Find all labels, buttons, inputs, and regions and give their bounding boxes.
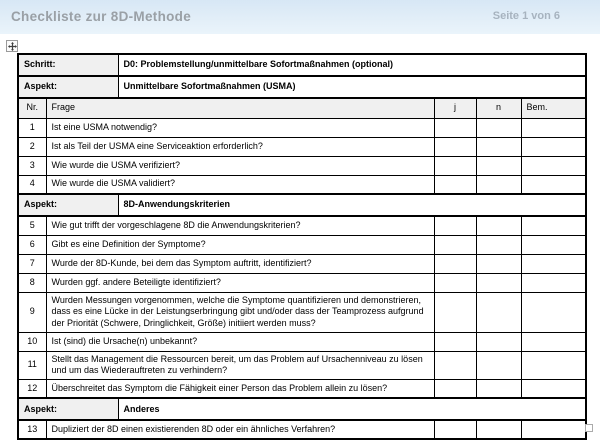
answer-cell-nein[interactable] (476, 175, 521, 194)
question-text: Wie gut trifft der vorgeschlagene 8D die Anwendungskriterien? (46, 216, 434, 235)
document-title: Checkliste zur 8D-Methode (11, 8, 192, 24)
question-text: Stellt das Management die Ressourcen bereit, um das Problem auf Ursachenniveau zu lösen und um das Wiederauftreten zu verhindern? (46, 351, 434, 379)
question-row (18, 351, 586, 379)
question-number: 6 (18, 235, 46, 254)
question-number: 3 (18, 156, 46, 175)
answer-cell-nein[interactable] (476, 420, 521, 439)
answer-cell-nein[interactable] (476, 254, 521, 273)
table-resize-handle[interactable] (585, 424, 593, 432)
answer-cell-nein[interactable] (476, 332, 521, 351)
answer-cell-ja[interactable] (434, 235, 476, 254)
question-row (18, 156, 586, 175)
answer-cell-nein[interactable] (476, 156, 521, 175)
answer-cell-nein[interactable] (476, 137, 521, 156)
question-number: 8 (18, 273, 46, 292)
remark-cell[interactable] (521, 273, 586, 292)
answer-cell-ja[interactable] (434, 137, 476, 156)
remark-cell[interactable] (521, 292, 586, 332)
move-icon (8, 42, 17, 51)
answer-cell-nein[interactable] (476, 235, 521, 254)
aspekt-label: Aspekt: (18, 398, 118, 420)
aspekt-row-anwendungskriterien (18, 194, 586, 216)
question-text: Überschreitet das Symptom die Fähigkeit einer Person das Problem allein zu lösen? (46, 379, 434, 398)
remark-cell[interactable] (521, 351, 586, 379)
question-number: 13 (18, 420, 46, 439)
answer-cell-nein[interactable] (476, 351, 521, 379)
answer-cell-ja[interactable] (434, 351, 476, 379)
table-move-handle[interactable] (6, 40, 18, 52)
answer-cell-ja[interactable] (434, 292, 476, 332)
remark-cell[interactable] (521, 254, 586, 273)
question-text: Wurden ggf. andere Beteiligte identifiziert? (46, 273, 434, 292)
question-text: Wie wurde die USMA verifiziert? (46, 156, 434, 175)
page-indicator: Seite 1 von 6 (492, 10, 560, 22)
answer-cell-ja[interactable] (434, 273, 476, 292)
answer-cell-ja[interactable] (434, 175, 476, 194)
question-row (18, 175, 586, 194)
aspekt-value: Unmittelbare Sofortmaßnahmen (USMA) (118, 76, 586, 98)
answer-cell-nein[interactable] (476, 216, 521, 235)
answer-cell-ja[interactable] (434, 379, 476, 398)
question-row (18, 292, 586, 332)
column-header-nein: n (476, 98, 521, 118)
remark-cell[interactable] (521, 175, 586, 194)
aspekt-row-usma (18, 76, 586, 98)
aspekt-value: Anderes (118, 398, 586, 420)
schritt-row (18, 54, 586, 76)
answer-cell-ja[interactable] (434, 118, 476, 137)
column-header-ja: j (434, 98, 476, 118)
aspekt-label: Aspekt: (18, 76, 118, 98)
question-number: 2 (18, 137, 46, 156)
question-number: 12 (18, 379, 46, 398)
answer-cell-nein[interactable] (476, 273, 521, 292)
question-number: 10 (18, 332, 46, 351)
answer-cell-ja[interactable] (434, 254, 476, 273)
question-row (18, 118, 586, 137)
question-text: Ist als Teil der USMA eine Serviceaktion erforderlich? (46, 137, 434, 156)
question-row (18, 216, 586, 235)
question-text: Wurde der 8D-Kunde, bei dem das Symptom auftritt, identifiziert? (46, 254, 434, 273)
answer-cell-ja[interactable] (434, 332, 476, 351)
page-header-band (0, 0, 600, 34)
answer-cell-nein[interactable] (476, 118, 521, 137)
question-text: Wurden Messungen vorgenommen, welche die Symptome quantifizieren und demonstrieren, dass es eine Lücke in der Leistungserbringung gibt und/oder dass der Teamprozess aufgrund der Priorität (Schwere, Dringlichkeit, Größe) initiiert werden muss? (46, 292, 434, 332)
question-row (18, 254, 586, 273)
answer-cell-nein[interactable] (476, 292, 521, 332)
schritt-label: Schritt: (18, 54, 118, 76)
question-number: 7 (18, 254, 46, 273)
column-header-frage: Frage (46, 98, 434, 118)
remark-cell[interactable] (521, 420, 586, 439)
column-header-bem: Bem. (521, 98, 586, 118)
remark-cell[interactable] (521, 156, 586, 175)
remark-cell[interactable] (521, 216, 586, 235)
answer-cell-ja[interactable] (434, 420, 476, 439)
remark-cell[interactable] (521, 235, 586, 254)
question-number: 1 (18, 118, 46, 137)
question-row (18, 235, 586, 254)
question-row (18, 379, 586, 398)
answer-cell-ja[interactable] (434, 156, 476, 175)
question-text: Ist (sind) die Ursache(n) unbekannt? (46, 332, 434, 351)
remark-cell[interactable] (521, 137, 586, 156)
question-row (18, 273, 586, 292)
aspekt-row-anderes (18, 398, 586, 420)
aspekt-label: Aspekt: (18, 194, 118, 216)
remark-cell[interactable] (521, 118, 586, 137)
question-row (18, 332, 586, 351)
schritt-value: D0: Problemstellung/unmittelbare Sofortmaßnahmen (optional) (118, 54, 586, 76)
question-number: 4 (18, 175, 46, 194)
aspekt-value: 8D-Anwendungskriterien (118, 194, 586, 216)
question-text: Wie wurde die USMA validiert? (46, 175, 434, 194)
question-number: 5 (18, 216, 46, 235)
answer-cell-nein[interactable] (476, 379, 521, 398)
remark-cell[interactable] (521, 379, 586, 398)
checklist-table (17, 53, 587, 440)
question-number: 11 (18, 351, 46, 379)
remark-cell[interactable] (521, 332, 586, 351)
column-header-row (18, 98, 586, 118)
question-row (18, 420, 586, 439)
question-text: Ist eine USMA notwendig? (46, 118, 434, 137)
question-row (18, 137, 586, 156)
question-number: 9 (18, 292, 46, 332)
question-text: Gibt es eine Definition der Symptome? (46, 235, 434, 254)
question-text: Dupliziert der 8D einen existierenden 8D oder ein ähnliches Verfahren? (46, 420, 434, 439)
answer-cell-ja[interactable] (434, 216, 476, 235)
column-header-nr: Nr. (18, 98, 46, 118)
